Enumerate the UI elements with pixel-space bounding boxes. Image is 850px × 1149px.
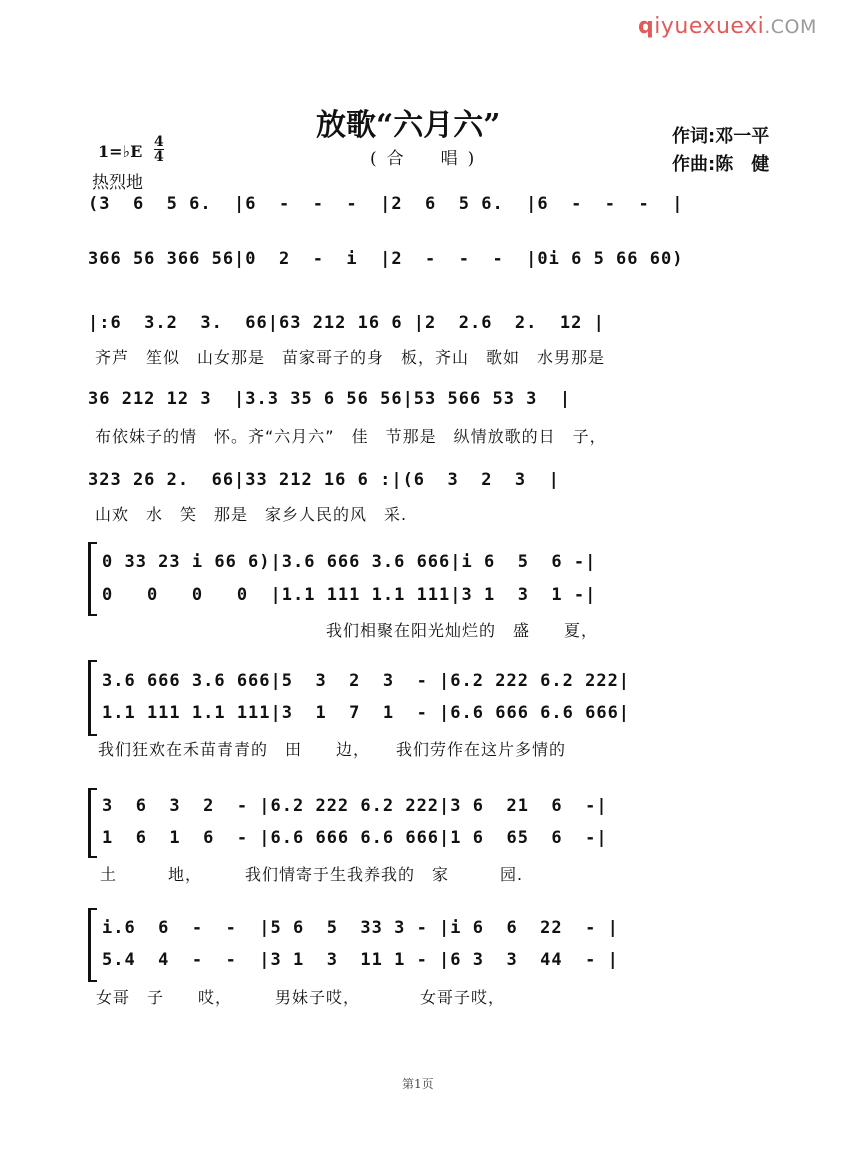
lyric-line: 女哥 子 哎， 男妹子哎， 女哥子哎， <box>96 988 506 1007</box>
song-title: 放歌“六月六” <box>316 108 501 143</box>
score-line: 366 56 366 56|0 2 - i |2 - - - |0i 6 5 66 60) <box>88 249 684 269</box>
time-sig-top: 4 <box>154 134 164 150</box>
score-line: 323 26 2. 66|33 212 16 6 :|(6 3 2 3 | <box>88 470 560 490</box>
key-signature: 1=♭E <box>98 142 143 161</box>
score-line: i.6 6 - - |5 6 5 33 3 - |i 6 6 22 - | <box>102 918 619 938</box>
score-line: |:6 3.2 3. 66|63 212 16 6 |2 2.6 2. 12 | <box>88 313 605 333</box>
score-line: (3 6 5 6. |6 - - - |2 6 5 6. |6 - - - | <box>88 194 684 214</box>
system-brace <box>88 660 97 736</box>
brand-name: iyuexuexi <box>654 14 765 39</box>
system-brace <box>88 908 97 982</box>
song-subtitle: (合 唱) <box>370 149 485 169</box>
score-line: 1.1 111 1.1 111|3 1 7 1 - |6.6 666 6.6 666| <box>102 703 631 723</box>
score-line: 3.6 666 3.6 666|5 3 2 3 - |6.2 222 6.2 222| <box>102 671 631 691</box>
composer-credit: 作曲:陈 健 <box>672 154 770 175</box>
score-line: 36 212 12 3 |3.3 35 6 56 56|53 566 53 3 | <box>88 389 572 409</box>
score-line: 3 6 3 2 - |6.2 222 6.2 222|3 6 21 6 -| <box>102 796 608 816</box>
site-watermark <box>638 14 817 39</box>
lyric-line: 山欢 水 笑 那是 家乡人民的风 采. <box>95 505 408 524</box>
lyric-line: 土 地， 我们情寄于生我养我的 家 园. <box>100 865 524 884</box>
brand-q-letter: q <box>638 14 655 39</box>
score-line: 5.4 4 - - |3 1 3 11 1 - |6 3 3 44 - | <box>102 950 619 970</box>
lyric-line: 我们相聚在阳光灿烂的 盛 夏， <box>326 621 599 640</box>
page-number: 第1页 <box>402 1077 434 1091</box>
time-signature <box>154 135 164 164</box>
tempo-marking: 热烈地 <box>92 173 143 193</box>
score-line: 0 0 0 0 |1.1 111 1.1 111|3 1 3 1 -| <box>102 585 597 605</box>
brand-tld: .COM <box>764 16 817 38</box>
lyric-line: 齐芦 笙似 山女那是 苗家哥子的身 板，齐山 歌如 水男那是 <box>95 348 606 367</box>
lyric-line: 布依妹子的情 怀。齐“六月六” 佳 节那是 纵情放歌的日 子， <box>95 427 607 446</box>
time-sig-bottom: 4 <box>154 149 164 165</box>
score-line: 0 33 23 i 66 6)|3.6 666 3.6 666|i 6 5 6 -| <box>102 552 597 572</box>
lyric-line: 我们狂欢在禾苗青青的 田 边， 我们劳作在这片多情的 <box>98 740 567 759</box>
system-brace <box>88 788 97 858</box>
system-brace <box>88 542 97 616</box>
lyricist-credit: 作词:邓一平 <box>672 126 770 147</box>
score-line: 1 6 1 6 - |6.6 666 6.6 666|1 6 65 6 -| <box>102 828 608 848</box>
